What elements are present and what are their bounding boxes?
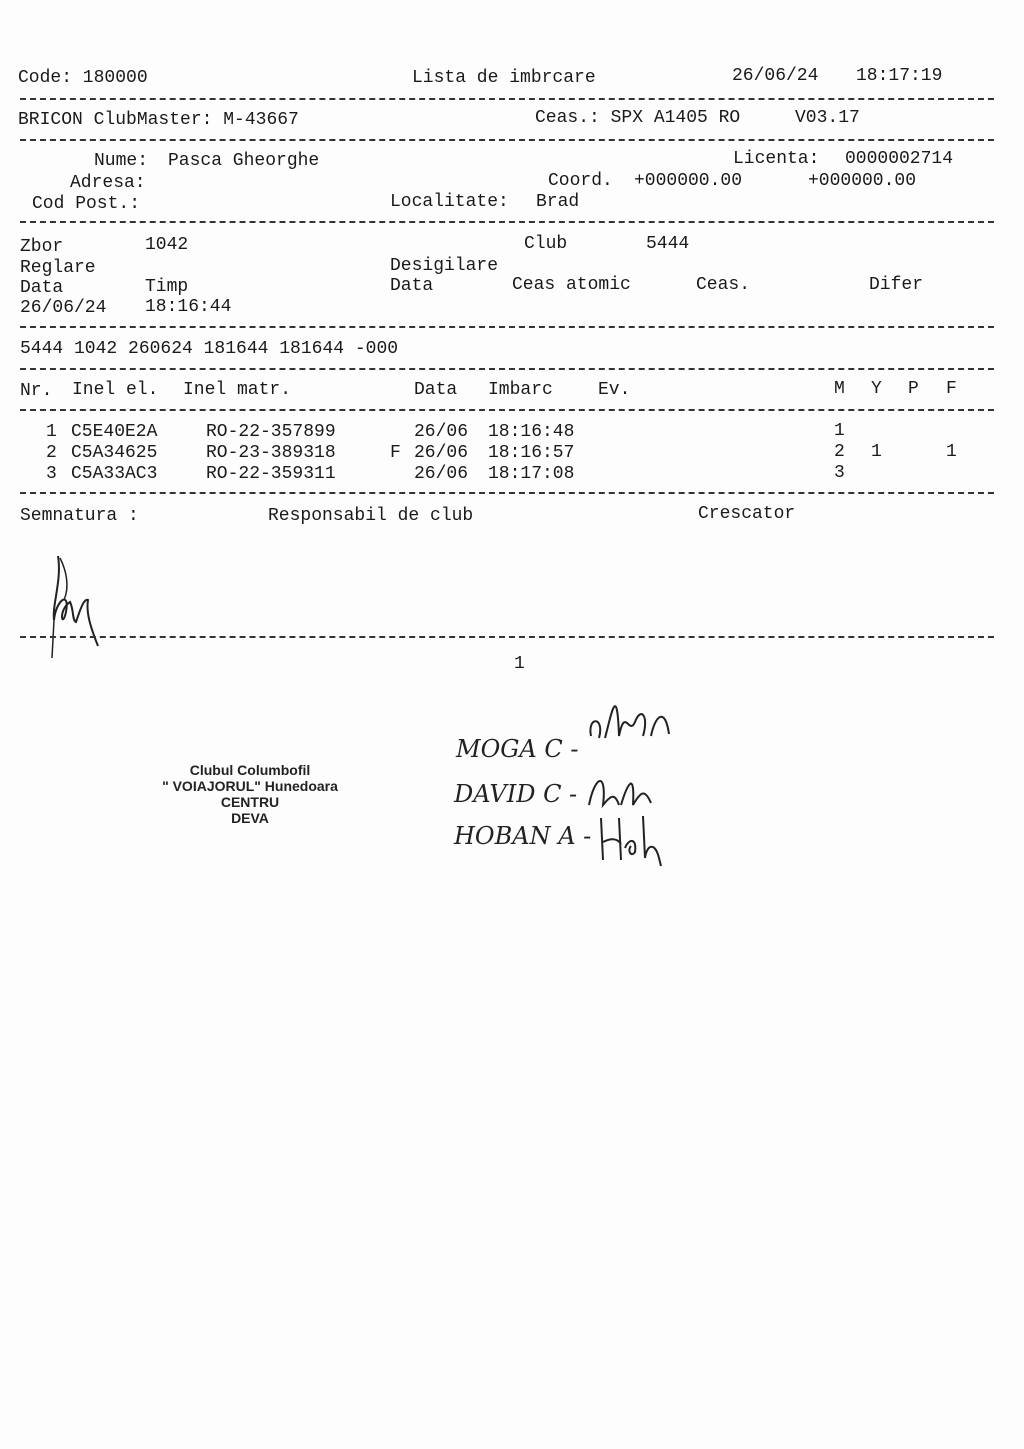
reglare-date: 26/06/24	[20, 298, 107, 318]
reglare-date-label: Data	[20, 278, 64, 298]
print-time: 18:17:19	[856, 66, 943, 86]
stamp-line: CENTRU	[220, 794, 280, 810]
club-label: Club	[524, 234, 568, 254]
licence-number: 0000002714	[845, 149, 954, 169]
witness-signature	[585, 676, 685, 746]
col-nr: Nr.	[20, 381, 53, 401]
clock-id: Ceas.: SPX A1405 RO	[535, 108, 741, 128]
row-nr: 2	[46, 443, 57, 463]
col-imbarc: Imbarc	[488, 380, 553, 400]
coord-label: Coord.	[548, 171, 613, 191]
signature-label: Semnatura :	[20, 506, 139, 526]
row-nr: 1	[46, 422, 57, 442]
divider	[20, 636, 994, 638]
locality: Brad	[536, 192, 580, 212]
desigilare-date-label: Data	[390, 276, 434, 296]
divider	[20, 409, 994, 411]
divider	[20, 492, 994, 494]
row-flag: F	[390, 443, 401, 463]
divider	[20, 98, 994, 100]
row-inel-el: C5A33AC3	[71, 464, 158, 484]
row-inel-matr: RO-22-359311	[206, 464, 336, 484]
witness-signature	[595, 808, 675, 868]
col-y: Y	[871, 379, 882, 399]
row-inel-el: C5E40E2A	[71, 422, 158, 442]
difference-label: Difer	[869, 275, 924, 295]
reglare-label: Reglare	[20, 258, 96, 278]
flight-label: Zbor	[20, 237, 64, 257]
print-date: 26/06/24	[732, 66, 819, 86]
row-m: 3	[834, 463, 845, 483]
col-data: Data	[414, 380, 458, 400]
divider	[20, 326, 994, 328]
col-m: M	[834, 379, 845, 399]
row-time: 18:16:48	[488, 422, 575, 442]
divider	[20, 221, 994, 223]
stamp-line: DEVA	[231, 810, 269, 826]
col-p: P	[908, 379, 919, 399]
row-inel-matr: RO-22-357899	[206, 422, 336, 442]
club-responsible-label: Responsabil de club	[268, 506, 474, 526]
page-number: 1	[514, 654, 525, 674]
col-inel-el: Inel el.	[72, 380, 159, 400]
flight-number: 1042	[145, 235, 189, 255]
row-time: 18:16:57	[488, 443, 575, 463]
row-y: 1	[871, 442, 882, 462]
clock-label: Ceas.	[696, 275, 751, 295]
row-date: 26/06	[414, 464, 469, 484]
row-f: 1	[946, 442, 957, 462]
document-title: Lista de imbrcare	[412, 68, 596, 88]
row-date: 26/06	[414, 443, 469, 463]
owner-name: Pasca Gheorghe	[168, 151, 320, 171]
breeder-label: Crescator	[698, 504, 796, 524]
handwritten-name: MOGA C -	[456, 735, 579, 763]
handwritten-name: DAVID C -	[454, 780, 578, 808]
handwritten-name: HOBAN A -	[454, 822, 592, 850]
stamp-line: " VOIAJORUL" Hunedoara	[162, 778, 338, 794]
name-label: Nume:	[94, 151, 149, 171]
row-time: 18:17:08	[488, 464, 575, 484]
atomic-clock-label: Ceas atomic	[512, 275, 631, 295]
divider	[20, 368, 994, 370]
col-ev: Ev.	[598, 380, 631, 400]
row-nr: 3	[46, 464, 57, 484]
col-f: F	[946, 379, 957, 399]
address-label: Adresa:	[70, 173, 146, 193]
coord-x: +000000.00	[634, 171, 743, 191]
document-code: Code: 180000	[18, 68, 148, 88]
stamp-line: Clubul Columbofil	[189, 762, 311, 778]
reglare-time-label: Timp	[145, 277, 189, 297]
handwritten-signature	[40, 550, 110, 660]
club-stamp	[130, 762, 370, 826]
summary-line: 5444 1042 260624 181644 181644 -000	[20, 339, 399, 359]
row-inel-matr: RO-23-389318	[206, 443, 336, 463]
row-inel-el: C5A34625	[71, 443, 158, 463]
clock-version: V03.17	[795, 108, 860, 128]
club-number: 5444	[646, 234, 690, 254]
locality-label: Localitate:	[390, 192, 509, 212]
row-m: 1	[834, 421, 845, 441]
row-date: 26/06	[414, 422, 469, 442]
col-inel-matr: Inel matr.	[183, 380, 292, 400]
postcode-label: Cod Post.:	[32, 194, 141, 214]
licence-label: Licenta:	[733, 149, 820, 169]
row-m: 2	[834, 442, 845, 462]
system-id: BRICON ClubMaster: M-43667	[18, 110, 299, 130]
divider	[20, 139, 994, 141]
desigilare-label: Desigilare	[390, 256, 499, 276]
reglare-time: 18:16:44	[145, 297, 232, 317]
coord-y: +000000.00	[808, 171, 917, 191]
